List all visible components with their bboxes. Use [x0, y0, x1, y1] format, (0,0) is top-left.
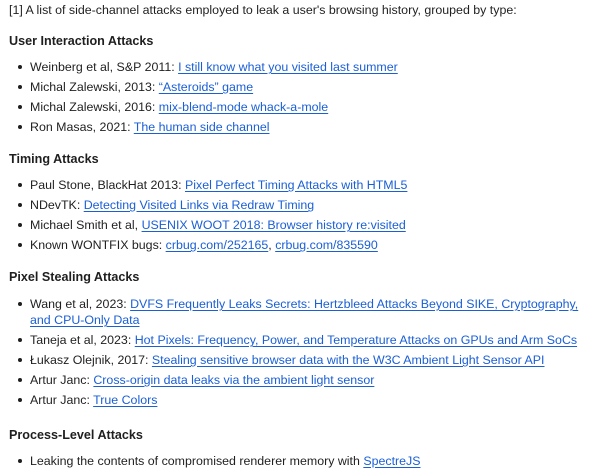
list-item — [9, 332, 592, 352]
item-prefix: Weinberg et al, S&P 2011: — [30, 60, 179, 74]
item-prefix: Taneja et al, 2023: — [30, 333, 135, 347]
list-item — [9, 352, 592, 372]
timing-attacks-list — [9, 177, 592, 257]
reference-link[interactable]: Hot Pixels: Frequency, Power, and Temperature Attacks on GPUs and Arm SoCs — [134, 333, 578, 347]
reference-link[interactable]: SpectreJS — [363, 454, 421, 468]
item-prefix: NDevTK: — [30, 198, 84, 212]
bullet-icon — [18, 183, 22, 187]
item-prefix: Artur Janc: — [30, 373, 94, 387]
item-prefix: Michael Smith et al, — [30, 218, 142, 232]
user-interaction-list — [9, 59, 592, 139]
bullet-icon — [18, 203, 22, 207]
list-item — [9, 59, 592, 79]
item-prefix: Known WONTFIX bugs: — [30, 238, 166, 252]
item-prefix: Wang et al, 2023: — [30, 297, 131, 311]
item-prefix: Łukasz Olejnik, 2017: — [30, 353, 152, 367]
reference-link[interactable]: USENIX WOOT 2018: Browser history re:visited — [141, 218, 406, 232]
reference-link[interactable]: mix-blend-mode whack-a-mole — [158, 100, 329, 114]
bullet-icon — [18, 398, 22, 402]
list-item — [9, 237, 592, 257]
item-prefix: Paul Stone, BlackHat 2013: — [30, 178, 185, 192]
list-item — [9, 296, 592, 332]
item-prefix: Michal Zalewski, 2013: — [30, 80, 159, 94]
bullet-icon — [18, 378, 22, 382]
bullet-icon — [18, 243, 22, 247]
bullet-icon — [18, 459, 22, 463]
section-title-user-interaction: User Interaction Attacks — [9, 34, 154, 48]
reference-link[interactable]: Pixel Perfect Timing Attacks with HTML5 — [184, 178, 408, 192]
section-title-pixel-stealing: Pixel Stealing Attacks — [9, 270, 140, 284]
reference-link[interactable]: Stealing sensitive browser data with the W3C Ambient Light Sensor API — [151, 353, 545, 367]
reference-link[interactable]: Detecting Visited Links via Redraw Timing — [83, 198, 315, 212]
bullet-icon — [18, 105, 22, 109]
reference-link[interactable]: The human side channel — [133, 120, 270, 134]
list-item — [9, 453, 592, 473]
reference-link[interactable]: Cross-origin data leaks via the ambient light sensor — [93, 373, 375, 387]
bullet-icon — [18, 302, 22, 306]
bullet-icon — [18, 125, 22, 129]
list-item — [9, 119, 592, 139]
list-item — [9, 197, 592, 217]
item-prefix: Leaking the contents of compromised renderer memory with — [30, 454, 364, 468]
section-title-process-level: Process-Level Attacks — [9, 428, 143, 442]
list-item — [9, 79, 592, 99]
reference-link[interactable]: “Asteroids” game — [158, 80, 254, 94]
list-item — [9, 99, 592, 119]
section-title-timing: Timing Attacks — [9, 152, 99, 166]
item-prefix: Michal Zalewski, 2016: — [30, 100, 159, 114]
item-prefix: Artur Janc: — [30, 393, 94, 407]
bullet-icon — [18, 338, 22, 342]
bullet-icon — [18, 358, 22, 362]
list-item — [9, 177, 592, 197]
process-level-list — [9, 453, 592, 473]
bug-link-835590[interactable]: crbug.com/835590 — [275, 238, 378, 252]
bullet-icon — [18, 65, 22, 69]
bullet-icon — [18, 223, 22, 227]
link-separator: , — [268, 238, 276, 252]
item-prefix: Ron Masas, 2021: — [30, 120, 134, 134]
reference-link[interactable]: True Colors — [93, 393, 158, 407]
list-item — [9, 217, 592, 237]
list-item — [9, 372, 592, 392]
intro-text: [1] A list of side-channel attacks employed to leak a user's browsing history, grouped by type: — [9, 3, 517, 17]
reference-link[interactable]: DVFS Frequently Leaks Secrets: Hertzbleed Attacks Beyond SIKE, Cryptography, and CPU-Only Data — [30, 297, 579, 327]
pixel-stealing-list — [9, 296, 592, 412]
bug-link-252165[interactable]: crbug.com/252165 — [165, 238, 269, 252]
list-item — [9, 392, 592, 412]
reference-link[interactable]: I still know what you visited last summer — [178, 60, 398, 74]
bullet-icon — [18, 85, 22, 89]
